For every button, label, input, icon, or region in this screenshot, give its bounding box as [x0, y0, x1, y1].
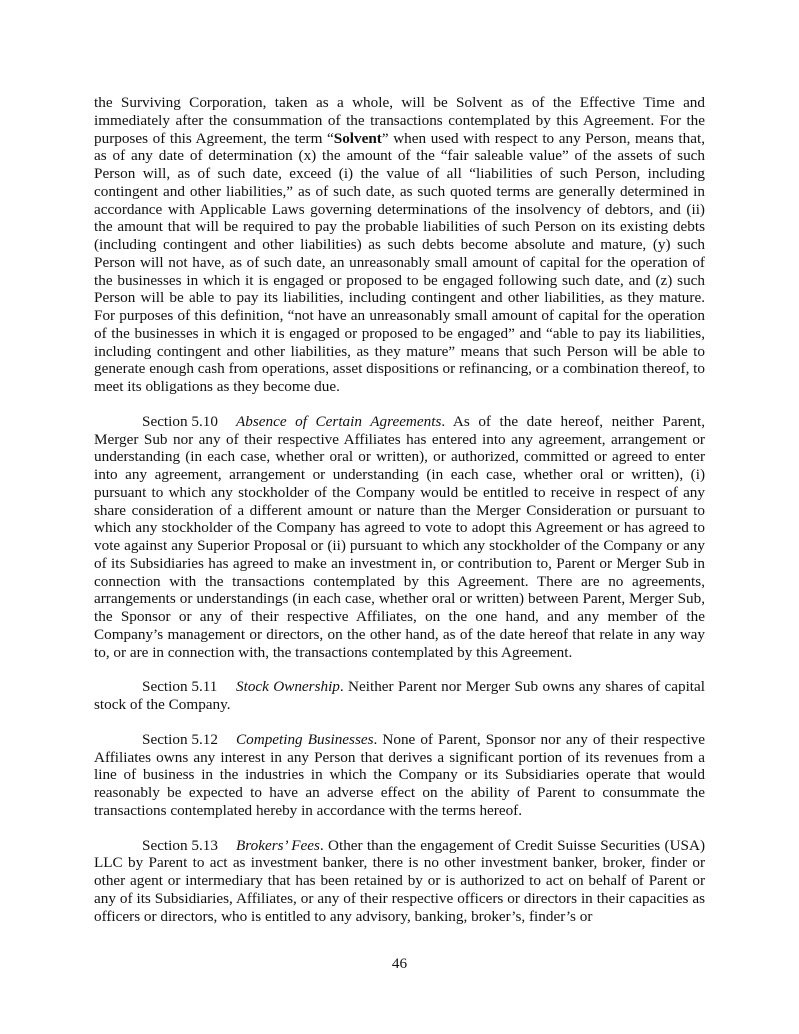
defined-term-solvent: Solvent	[333, 129, 382, 147]
paragraph-text: ” when used with respect to any Person, means that, as of any date of determination (x) the amount of the “fair saleable value” of the assets of such Person will, as of such date, exceed (i) the value of all “liabilities of such Person, including contingent and other liabilities,” as of such date, as such quoted terms are generally determined in accordance with Applicable Laws governing determinations of the insolvency of debtors, and (ii) the amount that will be required to pay the probable liabilities of such Person on its existing debts (including contingent and other liabilities) as such debts become absolute and mature, (y) such Person will not have, as of such date, an unreasonably small amount of capital for the operation of the businesses in which it is engaged or proposed to be engaged following such date, and (z) such Person will be able to pay its liabilities, including contingent and other liabilities, as they mature. For purposes of this definition, “not have an unreasonably small amount of capital for the operation of the businesses in which it is engaged or proposed to be engaged” and “able to pay its liabilities, including contingent and other liabilities, as they mature” means that such Person will be able to generate enough cash from operations, asset dispositions or refinancing, or a combination thereof, to meet its obligations as they become due.	[94, 129, 705, 395]
section-5-10	[94, 413, 705, 662]
section-title: Competing Businesses	[236, 730, 374, 748]
paragraph-text: the Surviving Corporation, taken as a whole, will be Solvent as of the Effective Time and immediately after the consummation of the transactions contemplated by this Agreement. For the purposes of this Agreement, the term “	[94, 94, 705, 147]
paragraph-solvent-definition	[94, 94, 705, 396]
section-5-13	[94, 837, 705, 926]
section-5-11	[94, 678, 705, 714]
document-page	[94, 94, 705, 942]
section-title: Brokers’ Fees	[236, 836, 320, 854]
section-body: . As of the date hereof, neither Parent, Merger Sub nor any of their respective Affiliates has entered into any agreement, arrangement or understanding (in each case, whether oral or written), or authorized, committed or agreed to enter into any agreement, arrangement or understanding (in each case, whether oral or written), (i) pursuant to which any stockholder of the Company would be entitled to receive in respect of any share consideration of a different amount or nature than the Merger Consideration or pursuant to which any stockholder of the Company has agreed to vote to adopt this Agreement or has agreed to vote against any Superior Proposal or (ii) pursuant to which any stockholder of the Company or any of its Subsidiaries has agreed to make an investment in, or contribution to, Parent or Merger Sub in connection with the transactions contemplated by this Agreement. There are no agreements, arrangements or understandings (in each case, whether oral or written) between Parent, Merger Sub, the Sponsor or any of their respective Affiliates, on the one hand, and any member of the Company’s management or directors, on the other hand, as of the date hereof that relate in any way to, or are in connection with, the transactions contemplated by this Agreement.	[94, 412, 705, 661]
section-5-12	[94, 731, 705, 820]
section-title: Stock Ownership	[236, 678, 340, 696]
section-number: Section 5.13	[142, 836, 218, 854]
page-number: 46	[391, 955, 408, 972]
section-number: Section 5.11	[142, 678, 218, 696]
section-body: . Other than the engagement of Credit Suisse Securities (USA) LLC by Parent to act as investment banker, there is no other investment banker, broker, finder or other agent or intermediary that has been retained by or is authorized to act on behalf of Parent or any of its Subsidiaries, Affiliates, or any of their respective officers or directors in their capacities as officers or directors, who is entitled to any advisory, banking, broker’s, finder’s or	[94, 836, 706, 925]
section-body: . Neither Parent nor Merger Sub owns any shares of capital stock of the Company.	[94, 678, 705, 713]
section-body: . None of Parent, Sponsor nor any of their respective Affiliates owns any interest in any Person that derives a significant portion of its revenues from a line of business in the industries in which the Company or its Subsidiaries operate that would reasonably be expected to have an adverse effect on the ability of Parent to consummate the transactions contemplated hereby in accordance with the terms hereof.	[94, 730, 705, 819]
section-number: Section 5.10	[142, 412, 218, 430]
section-title: Absence of Certain Agreements	[236, 412, 442, 430]
section-number: Section 5.12	[142, 730, 218, 748]
